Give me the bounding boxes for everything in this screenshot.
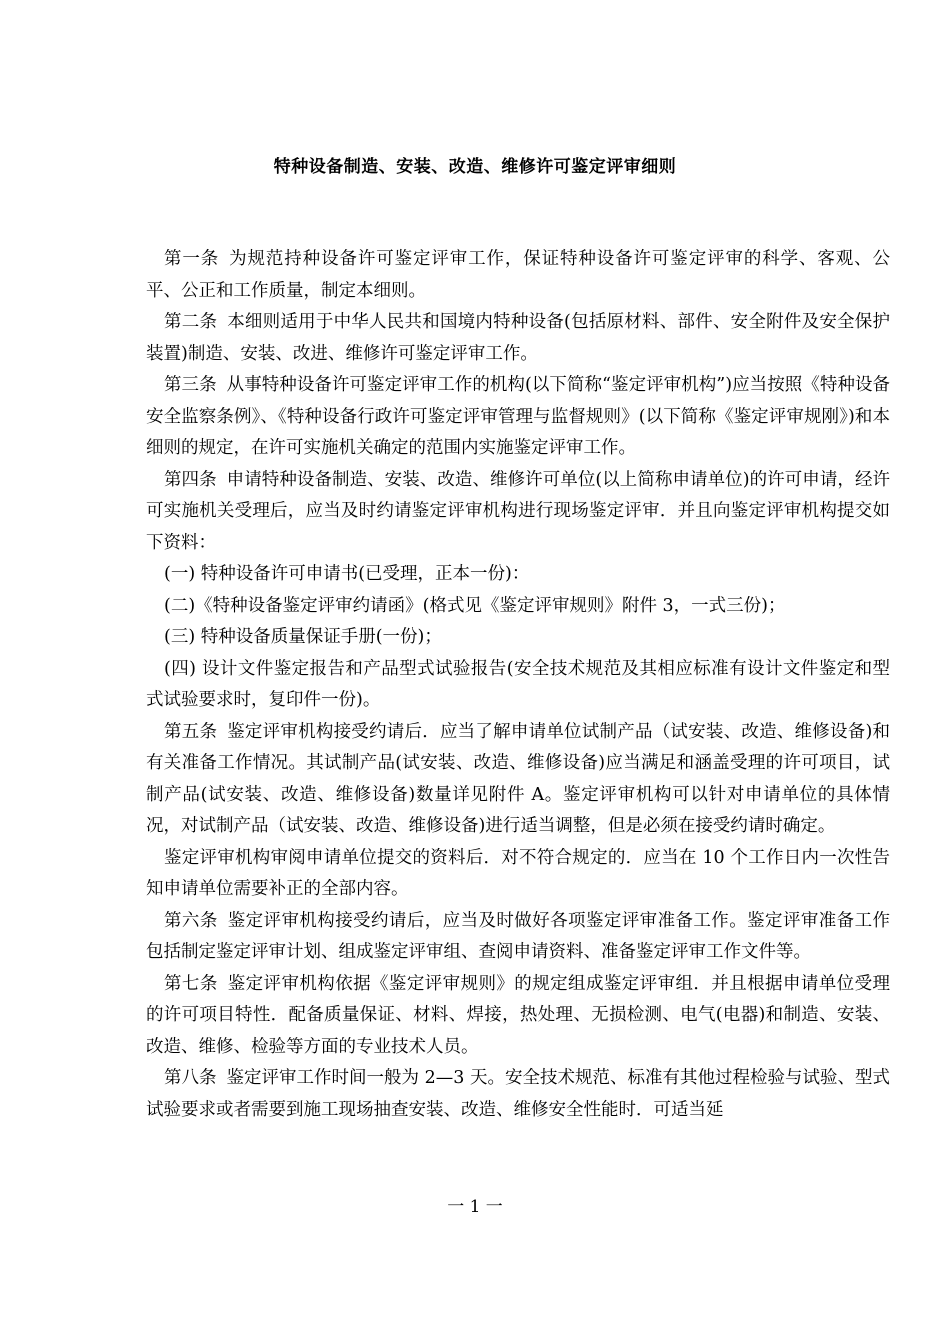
document-body	[146, 244, 890, 1126]
article-lead: 第一条	[164, 249, 220, 269]
article-lead: 第七条	[164, 973, 218, 994]
article-6	[146, 906, 890, 969]
article-text: 鉴定评审机构接受约请后．应当了解申请单位试制产品（试安装、改造、维修设备)和有关准备工作情况。其试制产品(试安装、改造、维修设备)应当满足和涵盖受理的许可项目，试制产品(试安装、改造、维修设备)数量详见附件 A。鉴定评审机构可以针对申请单位的具体情况，对试制产品（试安装、改造、维修设备)进行适当调整，但是必须在接受约请时确定。	[146, 721, 891, 836]
article-text: 为规范持种设备许可鉴定评审工作，保证特种设备许可鉴定评审的科学、客观、公平、公正和工作质量，制定本细则。	[146, 249, 891, 301]
article-text: 从事特种设备许可鉴定评审工作的机构(以下简称“鉴定评审机构”)应当按照《特种设备安全监察条例》、《特种设备行政许可鉴定评审管理与监督规则》(以下简称《鉴定评审规刚》)和本细则的规定，在许可实施机关确定的范围内实施鉴定评审工作。	[146, 375, 891, 458]
list-item: (一) 特种设备许可申请书(已受理，正本一份)：	[164, 564, 530, 584]
article-lead: 第四条	[164, 469, 217, 490]
article-7	[146, 969, 890, 1064]
article-text: 本细则适用于中华人民共和国境内特种设备(包括原材料、部件、安全附件及安全保护装置)制造、安装、改进、维修许可鉴定评审工作。	[146, 312, 891, 364]
plain-paragraph: 鉴定评审机构审阅申请单位提交的资料后．对不符合规定的．应当在 10 个工作日内一次性告知申请单位需要补正的全部内容。	[146, 847, 890, 899]
article-lead: 第三条	[164, 375, 217, 395]
article-8	[146, 1063, 890, 1126]
page-number: 一 1 一	[447, 1197, 503, 1217]
article-4	[146, 465, 890, 560]
list-item: (二)《特种设备鉴定评审约请函》(格式见《鉴定评审规则》附件 3，一式三份)；	[164, 595, 786, 616]
article-text: 鉴定评审机构接受约请后，应当及时做好各项鉴定评审准备工作。鉴定评审准备工作包括制定鉴定评审计划、组成鉴定评审组、查阅申请资料、准备鉴定评审工作文件等。	[146, 910, 891, 962]
document-title: 特种设备制造、安装、改造、维修许可鉴定评审细则	[273, 157, 677, 177]
article-lead: 第五条	[164, 721, 218, 742]
article-1	[146, 244, 890, 307]
article-lead: 第八条	[164, 1068, 217, 1088]
article-3	[146, 370, 890, 465]
article-5	[146, 717, 890, 843]
article-lead: 第二条	[164, 312, 218, 332]
article-lead: 第六条	[164, 910, 218, 931]
article-text: 申请特种设备制造、安装、改造、维修许可单位(以上简称申请单位)的许可申请，经许可实施机关受理后，应当及时约请鉴定评审机构进行现场鉴定评审．并且向鉴定评审机构提交如下资料：	[146, 469, 890, 553]
article-2	[146, 307, 890, 370]
list-item: (四) 设计文件鉴定报告和产品型式试验报告(安全技术规范及其相应标准有设计文件鉴定和型式试验要求时，复印件一份)。	[146, 658, 890, 710]
list-item: (三) 特种设备质量保证手册(一份)；	[164, 627, 442, 647]
article-text: 鉴定评审机构依据《鉴定评审规则》的规定组成鉴定评审组．并且根据申请单位受理的许可项目特性．配备质量保证、材料、焊接，热处理、无损检测、电气(电器)和制造、安装、改造、维修、检验等方面的专业技术人员。	[146, 973, 891, 1057]
article-text: 鉴定评审工作时间一般为 2—3 天。安全技术规范、标准有其他过程检验与试验、型式试验要求或者需要到施工现场抽查安装、改造、维修安全性能时．可适当延	[146, 1068, 890, 1120]
